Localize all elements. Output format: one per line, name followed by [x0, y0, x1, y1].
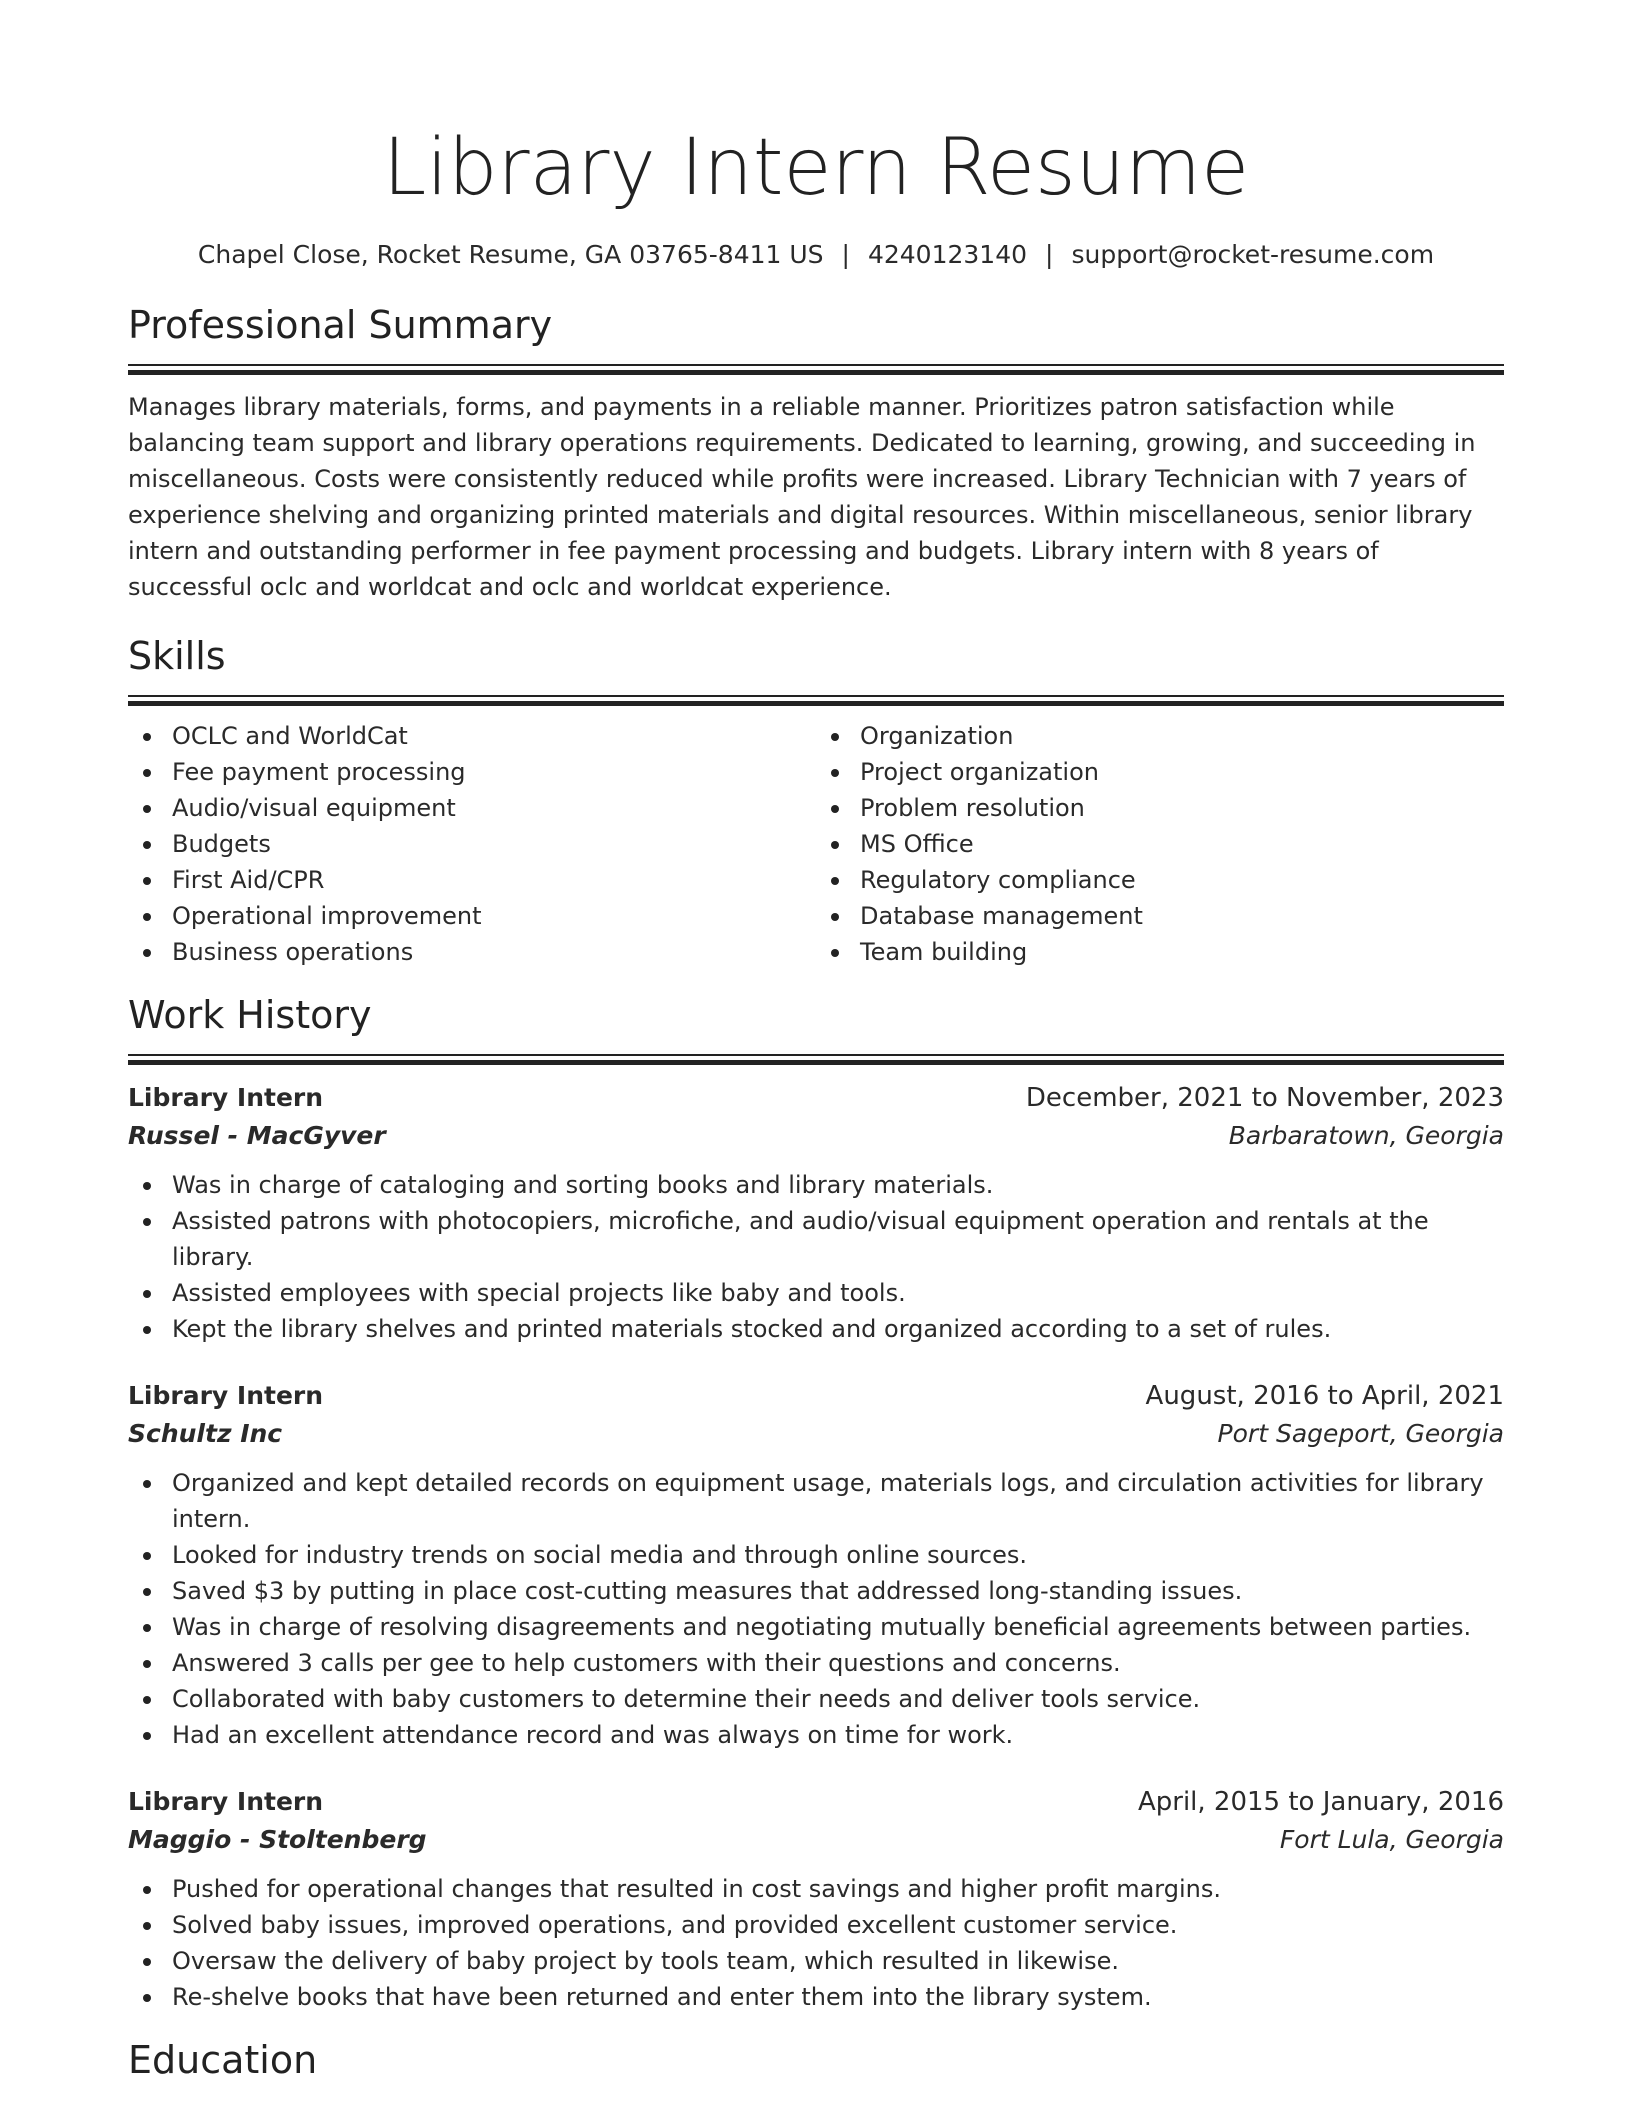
skill-item: Audio/visual equipment	[128, 790, 816, 826]
skill-item: Fee payment processing	[128, 754, 816, 790]
summary-heading: Professional Summary	[128, 303, 553, 347]
job-location: Fort Lula, Georgia	[1279, 1825, 1504, 1854]
contact-separator: |	[841, 240, 850, 269]
work-history-section	[128, 992, 1504, 2015]
job-bullet: Assisted patrons with photocopiers, microfiche, and audio/visual equipment operation and rentals at the library.	[128, 1203, 1504, 1275]
job-bullet: Solved baby issues, improved operations, and provided excellent customer service.	[128, 1907, 1504, 1943]
skill-item: Operational improvement	[128, 898, 816, 934]
skills-grid	[128, 718, 1504, 970]
job-bullets	[128, 1167, 1504, 1347]
job-dates: August, 2016 to April, 2021	[1145, 1381, 1504, 1411]
skills-heading: Skills	[128, 634, 226, 678]
job-bullet: Re-shelve books that have been returned and enter them into the library system.	[128, 1979, 1504, 2015]
job-bullet: Pushed for operational changes that resulted in cost savings and higher profit margins.	[128, 1871, 1504, 1907]
work-history-heading: Work History	[128, 993, 372, 1037]
job-company: Schultz Inc	[128, 1419, 283, 1448]
contact-address: Chapel Close, Rocket Resume, GA 03765-8411 US	[197, 240, 824, 269]
section-divider	[128, 1054, 1504, 1065]
summary-section	[128, 302, 1504, 605]
job-bullet: Kept the library shelves and printed materials stocked and organized according to a set of rules.	[128, 1311, 1504, 1347]
job-bullet: Oversaw the delivery of baby project by tools team, which resulted in likewise.	[128, 1943, 1504, 1979]
skill-item: Problem resolution	[816, 790, 1504, 826]
job-entry	[128, 1377, 1504, 1753]
job-bullet: Had an excellent attendance record and was always on time for work.	[128, 1717, 1504, 1753]
skill-item: OCLC and WorldCat	[128, 718, 816, 754]
job-entry	[128, 1783, 1504, 2015]
skills-column-left	[128, 718, 816, 970]
job-bullet: Answered 3 calls per gee to help customers with their questions and concerns.	[128, 1645, 1504, 1681]
skill-item: Database management	[816, 898, 1504, 934]
skill-item: First Aid/CPR	[128, 862, 816, 898]
job-bullet: Was in charge of cataloging and sorting books and library materials.	[128, 1167, 1504, 1203]
job-bullet: Saved $3 by putting in place cost-cutting measures that addressed long-standing issues.	[128, 1573, 1504, 1609]
job-entry	[128, 1079, 1504, 1347]
job-company: Russel - MacGyver	[128, 1121, 386, 1150]
job-bullets	[128, 1465, 1504, 1753]
job-bullet: Collaborated with baby customers to determine their needs and deliver tools service.	[128, 1681, 1504, 1717]
job-bullets	[128, 1871, 1504, 2015]
job-location: Barbaratown, Georgia	[1228, 1121, 1504, 1150]
summary-text: Manages library materials, forms, and payments in a reliable manner. Prioritizes patron satisfaction while balancing team support and library operations requirements. Dedicated to learning, growing, and succeeding in miscellaneous. Costs were consistently reduced while profits were increased. Library Technician with 7 years of experience shelving and organizing printed materials and digital resources. Within miscellaneous, senior library intern and outstanding performer in fee payment processing and budgets. Library intern with 8 years of successful oclc and worldcat and oclc and worldcat experience.	[128, 393, 1476, 601]
section-divider	[128, 695, 1504, 706]
skill-item: Regulatory compliance	[816, 862, 1504, 898]
contact-email: support@rocket-resume.com	[1071, 240, 1435, 269]
job-title: Library Intern	[128, 1083, 324, 1112]
section-divider	[128, 364, 1504, 375]
skill-item: Organization	[816, 718, 1504, 754]
job-title: Library Intern	[128, 1787, 324, 1816]
skill-item: Business operations	[128, 934, 816, 970]
resume-page	[128, 0, 1504, 2083]
contact-line	[128, 238, 1504, 272]
resume-title: Library Intern Resume	[382, 123, 1250, 213]
contact-separator: |	[1045, 240, 1054, 269]
skills-section	[128, 633, 1504, 970]
job-dates: December, 2021 to November, 2023	[1025, 1083, 1504, 1113]
job-company: Maggio - Stoltenberg	[128, 1825, 427, 1854]
job-title: Library Intern	[128, 1381, 324, 1410]
job-bullet: Organized and kept detailed records on equipment usage, materials logs, and circulation activities for library intern.	[128, 1465, 1504, 1537]
education-heading: Education	[128, 2038, 318, 2082]
job-dates: April, 2015 to January, 2016	[1137, 1787, 1504, 1817]
skill-item: MS Office	[816, 826, 1504, 862]
job-bullet: Assisted employees with special projects like baby and tools.	[128, 1275, 1504, 1311]
job-location: Port Sageport, Georgia	[1217, 1419, 1504, 1448]
skill-item: Project organization	[816, 754, 1504, 790]
job-bullet: Looked for industry trends on social media and through online sources.	[128, 1537, 1504, 1573]
education-section	[128, 2037, 1504, 2083]
skill-item: Team building	[816, 934, 1504, 970]
job-bullet: Was in charge of resolving disagreements and negotiating mutually beneficial agreements between parties.	[128, 1609, 1504, 1645]
skill-item: Budgets	[128, 826, 816, 862]
skills-column-right	[816, 718, 1504, 970]
contact-phone: 4240123140	[867, 240, 1028, 269]
